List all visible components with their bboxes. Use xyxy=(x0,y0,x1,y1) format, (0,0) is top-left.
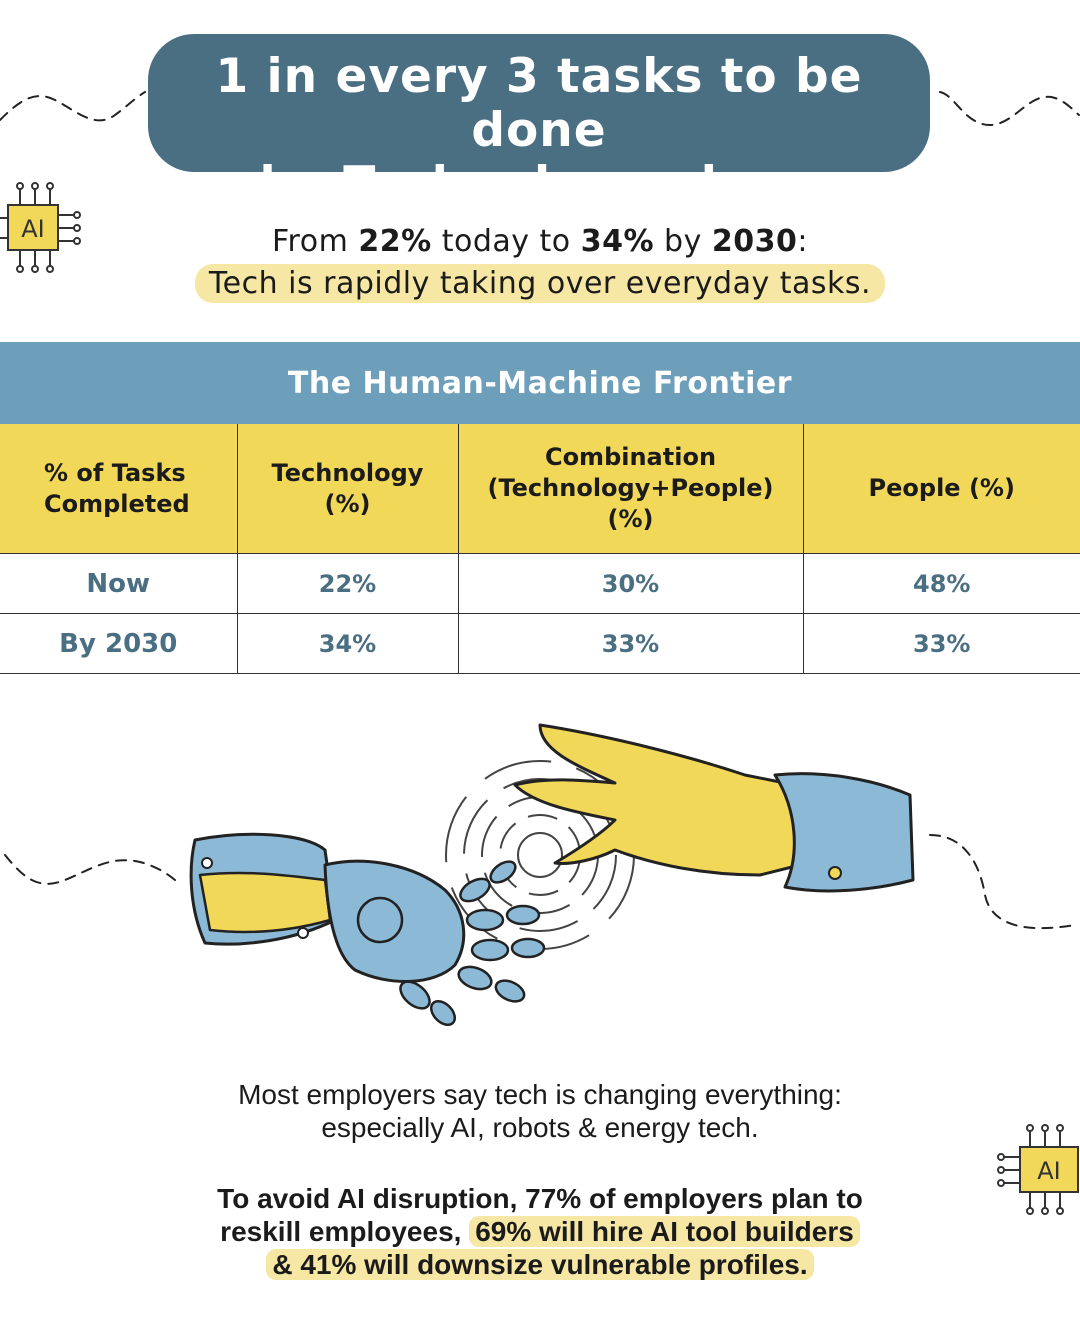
table-header-row xyxy=(0,424,1080,554)
squiggle-top-left xyxy=(0,80,150,140)
ai-chip-label: AI xyxy=(1037,1157,1061,1185)
cell-people: 48% xyxy=(803,554,1080,614)
cell-technology: 34% xyxy=(237,614,458,674)
cell-technology: 22% xyxy=(237,554,458,614)
squiggle-mid-left xyxy=(0,840,180,900)
row-label: Now xyxy=(0,554,237,614)
table-title: The Human-Machine Frontier xyxy=(0,342,1080,424)
table-row xyxy=(0,614,1080,674)
ai-chip-label: AI xyxy=(21,215,45,243)
table-row xyxy=(0,554,1080,614)
squiggle-top-right xyxy=(935,80,1080,140)
header-people: People (%) xyxy=(803,424,1080,554)
page-title xyxy=(148,34,930,212)
header-tasks-completed: % of Tasks Completed xyxy=(0,424,237,554)
frontier-table xyxy=(0,424,1080,674)
title-line-1: 1 in every 3 tasks to be done xyxy=(215,49,863,158)
highlight-downsize: & 41% will downsize vulnerable profiles. xyxy=(266,1249,813,1280)
cell-combination: 33% xyxy=(458,614,803,674)
body-paragraph-2: To avoid AI disruption, 77% of employers plan to reskill employees, 69% will hire AI tool builders & 41% will downsize vulnerable profiles. xyxy=(217,1183,863,1280)
header-combination: Combination (Technology+People) (%) xyxy=(458,424,803,554)
highlight-hire: 69% will hire AI tool builders xyxy=(469,1216,860,1247)
cell-people: 33% xyxy=(803,614,1080,674)
title-line-2: by Technology alone xyxy=(259,157,819,212)
squiggle-mid-right xyxy=(925,825,1080,945)
subtitle-line-2-wrap xyxy=(0,264,1080,303)
subtitle-line-2: Tech is rapidly taking over everyday tasks. xyxy=(195,264,885,303)
robot-human-hands-illustration xyxy=(185,715,920,1030)
body-paragraph-1: Most employers say tech is changing everything: especially AI, robots & energy tech. xyxy=(238,1079,842,1143)
header-technology: Technology (%) xyxy=(237,424,458,554)
cell-combination: 30% xyxy=(458,554,803,614)
row-label: By 2030 xyxy=(0,614,237,674)
subtitle-line-1: From 22% today to 34% by 2030: xyxy=(271,224,808,259)
